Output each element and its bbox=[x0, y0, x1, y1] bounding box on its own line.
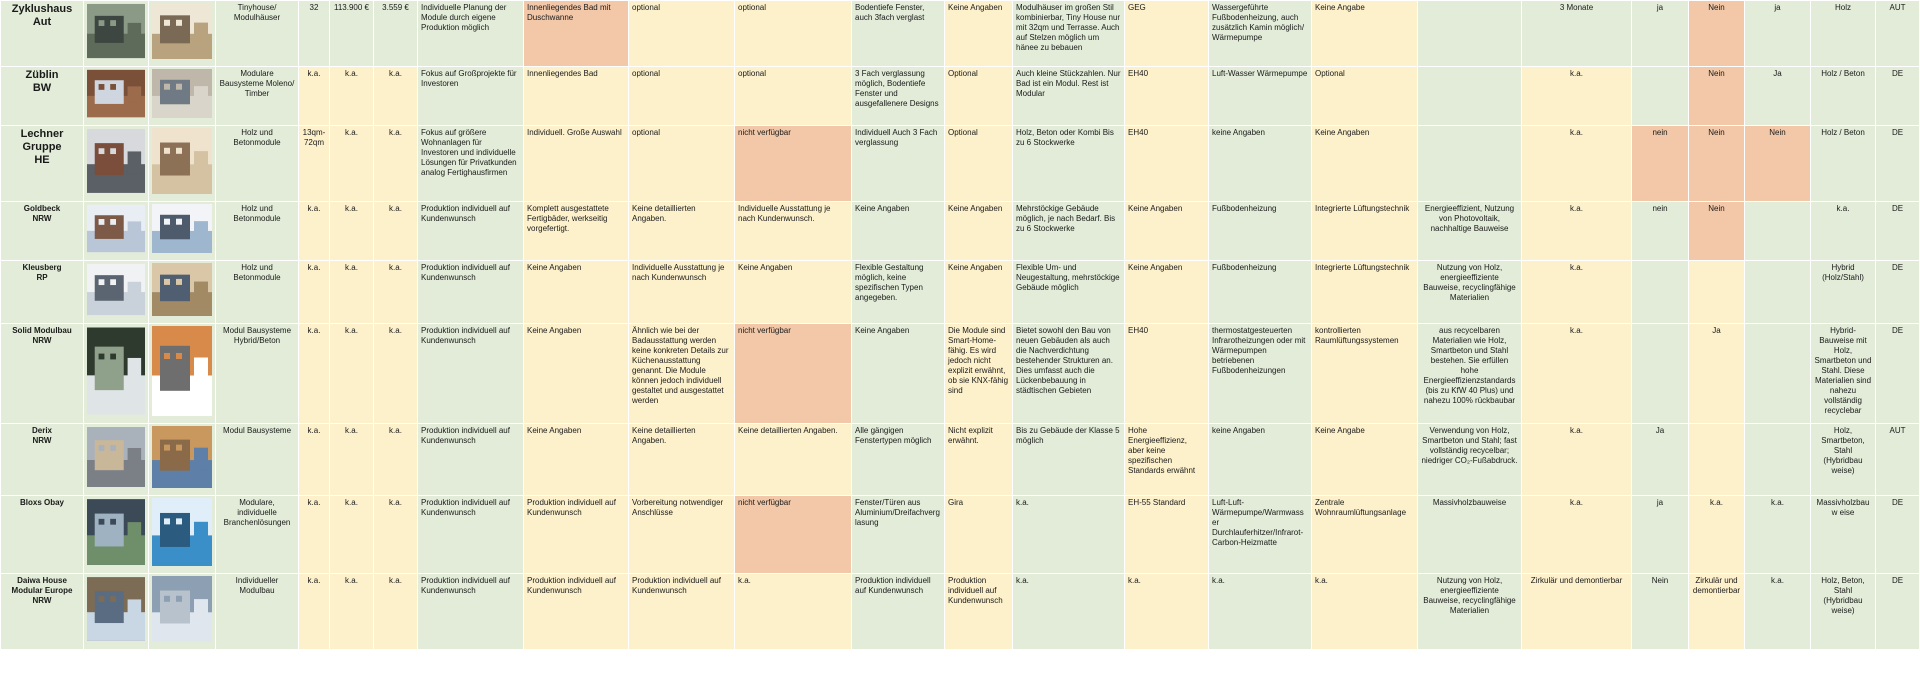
cell-country: DE bbox=[1876, 496, 1920, 574]
cell-extend: Auch kleine Stückzahlen. Nur Bad ist ein Modul. Rest ist Modular bbox=[1013, 67, 1125, 126]
cell-c3: k.a. bbox=[1745, 574, 1811, 650]
cell-bath: Komplett ausgestattete Fertigbäder, werkseitig vorgefertigt. bbox=[524, 202, 629, 261]
interior-photo bbox=[152, 128, 212, 194]
interior-photo bbox=[152, 3, 212, 59]
cell-price: k.a. bbox=[330, 261, 374, 324]
cell-bath: Innenliegendes Bad bbox=[524, 67, 629, 126]
cell-extend: Bietet sowohl den Bau von neuen Gebäuden als auch die Nachverdichtung bestehender Strukturen an. Dies umfasst auch die Lückenbebauung in städtischen Gebieten bbox=[1013, 324, 1125, 424]
cell-price-sqm: k.a. bbox=[374, 261, 418, 324]
cell-c1 bbox=[1632, 324, 1689, 424]
cell-interior: k.a. bbox=[735, 574, 852, 650]
cell-price-sqm: k.a. bbox=[374, 324, 418, 424]
cell-country: DE bbox=[1876, 67, 1920, 126]
cell-c3: ja bbox=[1745, 1, 1811, 67]
cell-ventilation: Keine Angabe bbox=[1312, 1, 1418, 67]
cell-c3 bbox=[1745, 424, 1811, 496]
cell-price-sqm: 3.559 € bbox=[374, 1, 418, 67]
company-name: Lechner Gruppe bbox=[20, 128, 64, 153]
cell-energy: EH40 bbox=[1125, 324, 1209, 424]
exterior-photo-cell bbox=[84, 261, 149, 324]
cell-windows: Keine Angaben bbox=[852, 202, 945, 261]
cell-price-sqm: k.a. bbox=[374, 67, 418, 126]
cell-type: Modulare, individuelle Branchenlösungen bbox=[216, 496, 299, 574]
cell-windows: Produktion individuell auf Kundenwunsch bbox=[852, 574, 945, 650]
cell-extend: Flexible Um- und Neugestaltung, mehrstöckige Gebäude möglich bbox=[1013, 261, 1125, 324]
cell-size: 32 bbox=[299, 1, 330, 67]
cell-kitchen: optional bbox=[629, 67, 735, 126]
cell-smart: Produktion individuell auf Kundenwunsch bbox=[945, 574, 1013, 650]
cell-smart: Keine Angaben bbox=[945, 261, 1013, 324]
company-name: Kleusberg bbox=[22, 263, 62, 272]
cell-delivery: k.a. bbox=[1522, 202, 1632, 261]
cell-c2: Zirkulär und demontierbar bbox=[1689, 574, 1745, 650]
cell-material: Holz bbox=[1811, 1, 1876, 67]
cell-c1: ja bbox=[1632, 496, 1689, 574]
cell-type: Holz und Betonmodule bbox=[216, 126, 299, 202]
cell-country: DE bbox=[1876, 324, 1920, 424]
cell-c3: k.a. bbox=[1745, 496, 1811, 574]
company-region: NRW bbox=[32, 436, 52, 445]
cell-energy: GEG bbox=[1125, 1, 1209, 67]
cell-heating: thermostatgesteuerten Infrarotheizungen oder mit Wärmepumpen betriebenen Fußbodenheizungen bbox=[1209, 324, 1312, 424]
cell-country: DE bbox=[1876, 126, 1920, 202]
interior-photo bbox=[152, 498, 212, 566]
cell-c2: Nein bbox=[1689, 67, 1745, 126]
cell-size: k.a. bbox=[299, 67, 330, 126]
company-region: Aut bbox=[32, 16, 52, 28]
cell-windows: 3 Fach verglassung möglich, Bodentiefe Fenster und ausgefallenere Designs bbox=[852, 67, 945, 126]
interior-photo-cell bbox=[149, 324, 216, 424]
interior-photo bbox=[152, 326, 212, 416]
cell-material: k.a. bbox=[1811, 202, 1876, 261]
cell-energy: Hohe Energieeffizienz, aber keine spezifischen Standards erwähnt bbox=[1125, 424, 1209, 496]
cell-price: k.a. bbox=[330, 67, 374, 126]
cell-ventilation: Keine Angabe bbox=[1312, 424, 1418, 496]
cell-price: k.a. bbox=[330, 574, 374, 650]
cell-smart: Keine Angaben bbox=[945, 202, 1013, 261]
cell-material: Holz, Beton, Stahl (Hybridbau weise) bbox=[1811, 574, 1876, 650]
cell-kitchen: Keine detaillierten Angaben. bbox=[629, 424, 735, 496]
cell-planning: Produktion individuell auf Kundenwunsch bbox=[418, 496, 524, 574]
cell-planning: Individuelle Planung der Module durch eigene Produktion möglich bbox=[418, 1, 524, 67]
cell-price-sqm: k.a. bbox=[374, 126, 418, 202]
cell-c1 bbox=[1632, 261, 1689, 324]
table-row bbox=[1, 202, 1920, 261]
table-row bbox=[1, 324, 1920, 424]
cell-country: DE bbox=[1876, 202, 1920, 261]
cell-smart: Optional bbox=[945, 126, 1013, 202]
company-name-cell bbox=[1, 67, 84, 126]
cell-c3 bbox=[1745, 324, 1811, 424]
cell-type: Tinyhouse/ Modulhäuser bbox=[216, 1, 299, 67]
cell-material: Holz / Beton bbox=[1811, 126, 1876, 202]
cell-c2: Nein bbox=[1689, 126, 1745, 202]
cell-ventilation: Keine Angaben bbox=[1312, 126, 1418, 202]
interior-photo-cell bbox=[149, 261, 216, 324]
cell-bath: Keine Angaben bbox=[524, 424, 629, 496]
cell-heating: Fußbodenheizung bbox=[1209, 261, 1312, 324]
cell-material: Holz / Beton bbox=[1811, 67, 1876, 126]
cell-heating: Wassergeführte Fußbodenheizung, auch zusätzlich Kamin möglich/ Wärmepumpe bbox=[1209, 1, 1312, 67]
cell-sustain bbox=[1418, 126, 1522, 202]
cell-delivery: k.a. bbox=[1522, 496, 1632, 574]
cell-c3: Nein bbox=[1745, 126, 1811, 202]
cell-smart: Keine Angaben bbox=[945, 1, 1013, 67]
cell-delivery: k.a. bbox=[1522, 67, 1632, 126]
cell-c3 bbox=[1745, 202, 1811, 261]
cell-windows: Individuell Auch 3 Fach verglassung bbox=[852, 126, 945, 202]
cell-planning: Produktion individuell auf Kundenwunsch bbox=[418, 324, 524, 424]
exterior-photo-cell bbox=[84, 324, 149, 424]
cell-delivery: k.a. bbox=[1522, 324, 1632, 424]
cell-windows: Flexible Gestaltung möglich, keine spezifischen Typen angegeben. bbox=[852, 261, 945, 324]
company-name-cell bbox=[1, 574, 84, 650]
exterior-photo-cell bbox=[84, 424, 149, 496]
cell-c2: Nein bbox=[1689, 1, 1745, 67]
company-name: Bloxs Obay bbox=[19, 498, 64, 507]
cell-kitchen: Ähnlich wie bei der Badausstattung werden keine konkreten Details zur Küchenausstattung genannt. Die Module können jedoch individuell gestaltet und ausgestattet werden bbox=[629, 324, 735, 424]
cell-type: Individueller Modulbau bbox=[216, 574, 299, 650]
cell-bath: Keine Angaben bbox=[524, 261, 629, 324]
cell-kitchen: Keine detaillierten Angaben. bbox=[629, 202, 735, 261]
cell-windows: Fenster/Türen aus Aluminium/Dreifachverglasung bbox=[852, 496, 945, 574]
cell-c1: Ja bbox=[1632, 424, 1689, 496]
interior-photo-cell bbox=[149, 202, 216, 261]
company-name-cell bbox=[1, 261, 84, 324]
cell-energy: EH-55 Standard bbox=[1125, 496, 1209, 574]
cell-energy: Keine Angaben bbox=[1125, 261, 1209, 324]
company-name: Zyklushaus bbox=[11, 3, 73, 15]
company-region: BW bbox=[32, 82, 52, 94]
cell-heating: Fußbodenheizung bbox=[1209, 202, 1312, 261]
cell-c3: Ja bbox=[1745, 67, 1811, 126]
table-row bbox=[1, 496, 1920, 574]
cell-smart: Die Module sind Smart-Home-fähig. Es wird jedoch nicht explizit erwähnt, ob sie KNX-fähig sind bbox=[945, 324, 1013, 424]
cell-energy: EH40 bbox=[1125, 67, 1209, 126]
company-name-cell bbox=[1, 324, 84, 424]
cell-delivery: k.a. bbox=[1522, 126, 1632, 202]
cell-extend: k.a. bbox=[1013, 574, 1125, 650]
exterior-photo bbox=[87, 576, 145, 642]
cell-price: k.a. bbox=[330, 126, 374, 202]
cell-interior: nicht verfügbar bbox=[735, 496, 852, 574]
company-region: HE bbox=[34, 154, 50, 166]
company-region: RP bbox=[36, 273, 48, 282]
cell-delivery: 3 Monate bbox=[1522, 1, 1632, 67]
interior-photo-cell bbox=[149, 1, 216, 67]
cell-sustain: Massivholzbauweise bbox=[1418, 496, 1522, 574]
company-name: Züblin bbox=[25, 69, 59, 81]
company-region: Modular Europe NRW bbox=[11, 586, 73, 605]
exterior-photo bbox=[87, 498, 145, 566]
cell-windows: Keine Angaben bbox=[852, 324, 945, 424]
cell-bath: Innenliegendes Bad mit Duschwanne bbox=[524, 1, 629, 67]
cell-price: k.a. bbox=[330, 324, 374, 424]
company-name: Goldbeck bbox=[23, 204, 61, 213]
cell-bath: Produktion individuell auf Kundenwunsch bbox=[524, 496, 629, 574]
cell-smart: Gira bbox=[945, 496, 1013, 574]
cell-ventilation: Optional bbox=[1312, 67, 1418, 126]
exterior-photo-cell bbox=[84, 67, 149, 126]
exterior-photo-cell bbox=[84, 202, 149, 261]
cell-c2: k.a. bbox=[1689, 496, 1745, 574]
cell-heating: keine Angaben bbox=[1209, 126, 1312, 202]
cell-c3 bbox=[1745, 261, 1811, 324]
cell-delivery: k.a. bbox=[1522, 424, 1632, 496]
cell-material: Holz, Smartbeton, Stahl (Hybridbau weise) bbox=[1811, 424, 1876, 496]
cell-sustain bbox=[1418, 67, 1522, 126]
cell-extend: Bis zu Gebäude der Klasse 5 möglich bbox=[1013, 424, 1125, 496]
exterior-photo-cell bbox=[84, 574, 149, 650]
cell-kitchen: Individuelle Ausstattung je nach Kundenwunsch bbox=[629, 261, 735, 324]
cell-price-sqm: k.a. bbox=[374, 424, 418, 496]
cell-kitchen: optional bbox=[629, 1, 735, 67]
cell-kitchen: Produktion individuell auf Kundenwunsch bbox=[629, 574, 735, 650]
company-name: Derix bbox=[31, 426, 52, 435]
cell-sustain bbox=[1418, 1, 1522, 67]
table-row bbox=[1, 424, 1920, 496]
cell-size: k.a. bbox=[299, 424, 330, 496]
cell-price-sqm: k.a. bbox=[374, 574, 418, 650]
interior-photo bbox=[152, 426, 212, 488]
cell-size: k.a. bbox=[299, 496, 330, 574]
exterior-photo-cell bbox=[84, 126, 149, 202]
cell-size: 13qm-72qm bbox=[299, 126, 330, 202]
company-region: NRW bbox=[32, 214, 52, 223]
interior-photo bbox=[152, 263, 212, 316]
cell-planning: Produktion individuell auf Kundenwunsch bbox=[418, 261, 524, 324]
cell-c1 bbox=[1632, 67, 1689, 126]
cell-kitchen: optional bbox=[629, 126, 735, 202]
interior-photo-cell bbox=[149, 126, 216, 202]
cell-windows: Alle gängigen Fenstertypen möglich bbox=[852, 424, 945, 496]
cell-heating: k.a. bbox=[1209, 574, 1312, 650]
cell-type: Holz und Betonmodule bbox=[216, 261, 299, 324]
cell-ventilation: kontrollierten Raumlüftungssystemen bbox=[1312, 324, 1418, 424]
cell-price: k.a. bbox=[330, 424, 374, 496]
cell-interior: Individuelle Ausstattung je nach Kundenwunsch. bbox=[735, 202, 852, 261]
cell-planning: Produktion individuell auf Kundenwunsch bbox=[418, 424, 524, 496]
cell-extend: Modulhäuser im großen Stil kombinierbar, Tiny House nur mit 32qm und Terrasse. Auch auf Stelzen möglich um hänee zu bebauen bbox=[1013, 1, 1125, 67]
cell-bath: Produktion individuell auf Kundenwunsch bbox=[524, 574, 629, 650]
cell-sustain: Nutzung von Holz, energieeffiziente Bauweise, recyclingfähige Materialien bbox=[1418, 574, 1522, 650]
cell-interior: Keine detaillierten Angaben. bbox=[735, 424, 852, 496]
interior-photo-cell bbox=[149, 496, 216, 574]
cell-type: Modulare Bausysteme Moleno/ Timber bbox=[216, 67, 299, 126]
cell-heating: Luft-Luft-Wärmepumpe/Warmwasser Durchlauferhitzer/Infrarot-Carbon-Heizmatte bbox=[1209, 496, 1312, 574]
company-name-cell bbox=[1, 1, 84, 67]
cell-heating: Luft-Wasser Wärmepumpe bbox=[1209, 67, 1312, 126]
exterior-photo bbox=[87, 204, 145, 253]
cell-planning: Fokus auf größere Wohnanlagen für Investoren und individuelle Lösungen für Privatkunden analog Fertighausfirmen bbox=[418, 126, 524, 202]
cell-size: k.a. bbox=[299, 261, 330, 324]
cell-price-sqm: k.a. bbox=[374, 202, 418, 261]
cell-type: Modul Bausysteme Hybrid/Beton bbox=[216, 324, 299, 424]
cell-planning: Produktion individuell auf Kundenwunsch bbox=[418, 574, 524, 650]
cell-price: 113.900 € bbox=[330, 1, 374, 67]
cell-ventilation: Zentrale Wohnraumlüftungsanlage bbox=[1312, 496, 1418, 574]
table-row bbox=[1, 574, 1920, 650]
exterior-photo bbox=[87, 128, 145, 194]
cell-smart: Nicht explizit erwähnt. bbox=[945, 424, 1013, 496]
table-row bbox=[1, 1, 1920, 67]
company-name-cell bbox=[1, 126, 84, 202]
cell-sustain: Nutzung von Holz, energieeffiziente Bauweise, recyclingfähige Materialien bbox=[1418, 261, 1522, 324]
cell-interior: Keine Angaben bbox=[735, 261, 852, 324]
cell-ventilation: k.a. bbox=[1312, 574, 1418, 650]
cell-ventilation: Integrierte Lüftungstechnik bbox=[1312, 261, 1418, 324]
cell-delivery: k.a. bbox=[1522, 261, 1632, 324]
exterior-photo-cell bbox=[84, 496, 149, 574]
company-name: Solid Modulbau bbox=[12, 326, 72, 335]
cell-material: Massivholzbauw eise bbox=[1811, 496, 1876, 574]
cell-c2 bbox=[1689, 261, 1745, 324]
cell-sustain: Energieeffizient, Nutzung von Photovoltaik, nachhaltige Bauweise bbox=[1418, 202, 1522, 261]
cell-bath: Individuell. Große Auswahl bbox=[524, 126, 629, 202]
company-name-cell bbox=[1, 496, 84, 574]
exterior-photo bbox=[87, 426, 145, 488]
cell-extend: Holz, Beton oder Kombi Bis zu 6 Stockwerke bbox=[1013, 126, 1125, 202]
interior-photo bbox=[152, 204, 212, 253]
exterior-photo bbox=[87, 263, 145, 316]
cell-sustain: aus recycelbaren Materialien wie Holz, Smartbeton und Stahl bestehen. Sie erfüllen hohe Energieeffizienzstandards (bis zu KfW 40 Plus) und nahezu 100% rückbaubar bbox=[1418, 324, 1522, 424]
cell-price: k.a. bbox=[330, 496, 374, 574]
cell-extend: Mehrstöckige Gebäude möglich, je nach Bedarf. Bis zu 6 Stockwerke bbox=[1013, 202, 1125, 261]
cell-extend: k.a. bbox=[1013, 496, 1125, 574]
cell-energy: EH40 bbox=[1125, 126, 1209, 202]
table-row bbox=[1, 67, 1920, 126]
cell-delivery: Zirkulär und demontierbar bbox=[1522, 574, 1632, 650]
exterior-photo-cell bbox=[84, 1, 149, 67]
cell-c1: nein bbox=[1632, 202, 1689, 261]
interior-photo bbox=[152, 69, 212, 118]
cell-country: DE bbox=[1876, 574, 1920, 650]
cell-planning: Produktion individuell auf Kundenwunsch bbox=[418, 202, 524, 261]
cell-bath: Keine Angaben bbox=[524, 324, 629, 424]
cell-interior: nicht verfügbar bbox=[735, 324, 852, 424]
exterior-photo bbox=[87, 69, 145, 118]
company-region: NRW bbox=[32, 336, 52, 345]
cell-country: AUT bbox=[1876, 424, 1920, 496]
cell-material: Hybrid-Bauweise mit Holz, Smartbeton und Stahl. Diese Materialien sind nahezu vollständig recyclebar bbox=[1811, 324, 1876, 424]
interior-photo-cell bbox=[149, 67, 216, 126]
table-row bbox=[1, 261, 1920, 324]
company-name: Daiwa House bbox=[17, 576, 67, 585]
cell-c1: Nein bbox=[1632, 574, 1689, 650]
interior-photo-cell bbox=[149, 574, 216, 650]
interior-photo bbox=[152, 576, 212, 642]
cell-size: k.a. bbox=[299, 324, 330, 424]
cell-type: Holz und Betonmodule bbox=[216, 202, 299, 261]
cell-c2: Nein bbox=[1689, 202, 1745, 261]
table-row bbox=[1, 126, 1920, 202]
cell-c1: ja bbox=[1632, 1, 1689, 67]
cell-interior: nicht verfügbar bbox=[735, 126, 852, 202]
exterior-photo bbox=[87, 3, 145, 59]
cell-interior: optional bbox=[735, 67, 852, 126]
cell-c2 bbox=[1689, 424, 1745, 496]
cell-planning: Fokus auf Großprojekte für Investoren bbox=[418, 67, 524, 126]
cell-windows: Bodentiefe Fenster, auch 3fach verglast bbox=[852, 1, 945, 67]
cell-interior: optional bbox=[735, 1, 852, 67]
cell-sustain: Verwendung von Holz, Smartbeton und Stahl; fast vollständig recycelbar; niedriger CO₂-Fußabdruck. bbox=[1418, 424, 1522, 496]
cell-price-sqm: k.a. bbox=[374, 496, 418, 574]
company-name-cell bbox=[1, 202, 84, 261]
cell-ventilation: Integrierte Lüftungstechnik bbox=[1312, 202, 1418, 261]
cell-kitchen: Vorbereitung notwendiger Anschlüsse bbox=[629, 496, 735, 574]
cell-c1: nein bbox=[1632, 126, 1689, 202]
cell-type: Modul Bausysteme bbox=[216, 424, 299, 496]
company-name-cell bbox=[1, 424, 84, 496]
cell-smart: Optional bbox=[945, 67, 1013, 126]
cell-size: k.a. bbox=[299, 202, 330, 261]
cell-energy: k.a. bbox=[1125, 574, 1209, 650]
cell-material: Hybrid (Holz/Stahl) bbox=[1811, 261, 1876, 324]
cell-c2: Ja bbox=[1689, 324, 1745, 424]
exterior-photo bbox=[87, 326, 145, 416]
cell-price: k.a. bbox=[330, 202, 374, 261]
cell-heating: keine Angaben bbox=[1209, 424, 1312, 496]
cell-country: DE bbox=[1876, 261, 1920, 324]
cell-energy: Keine Angaben bbox=[1125, 202, 1209, 261]
interior-photo-cell bbox=[149, 424, 216, 496]
cell-size: k.a. bbox=[299, 574, 330, 650]
cell-country: AUT bbox=[1876, 1, 1920, 67]
